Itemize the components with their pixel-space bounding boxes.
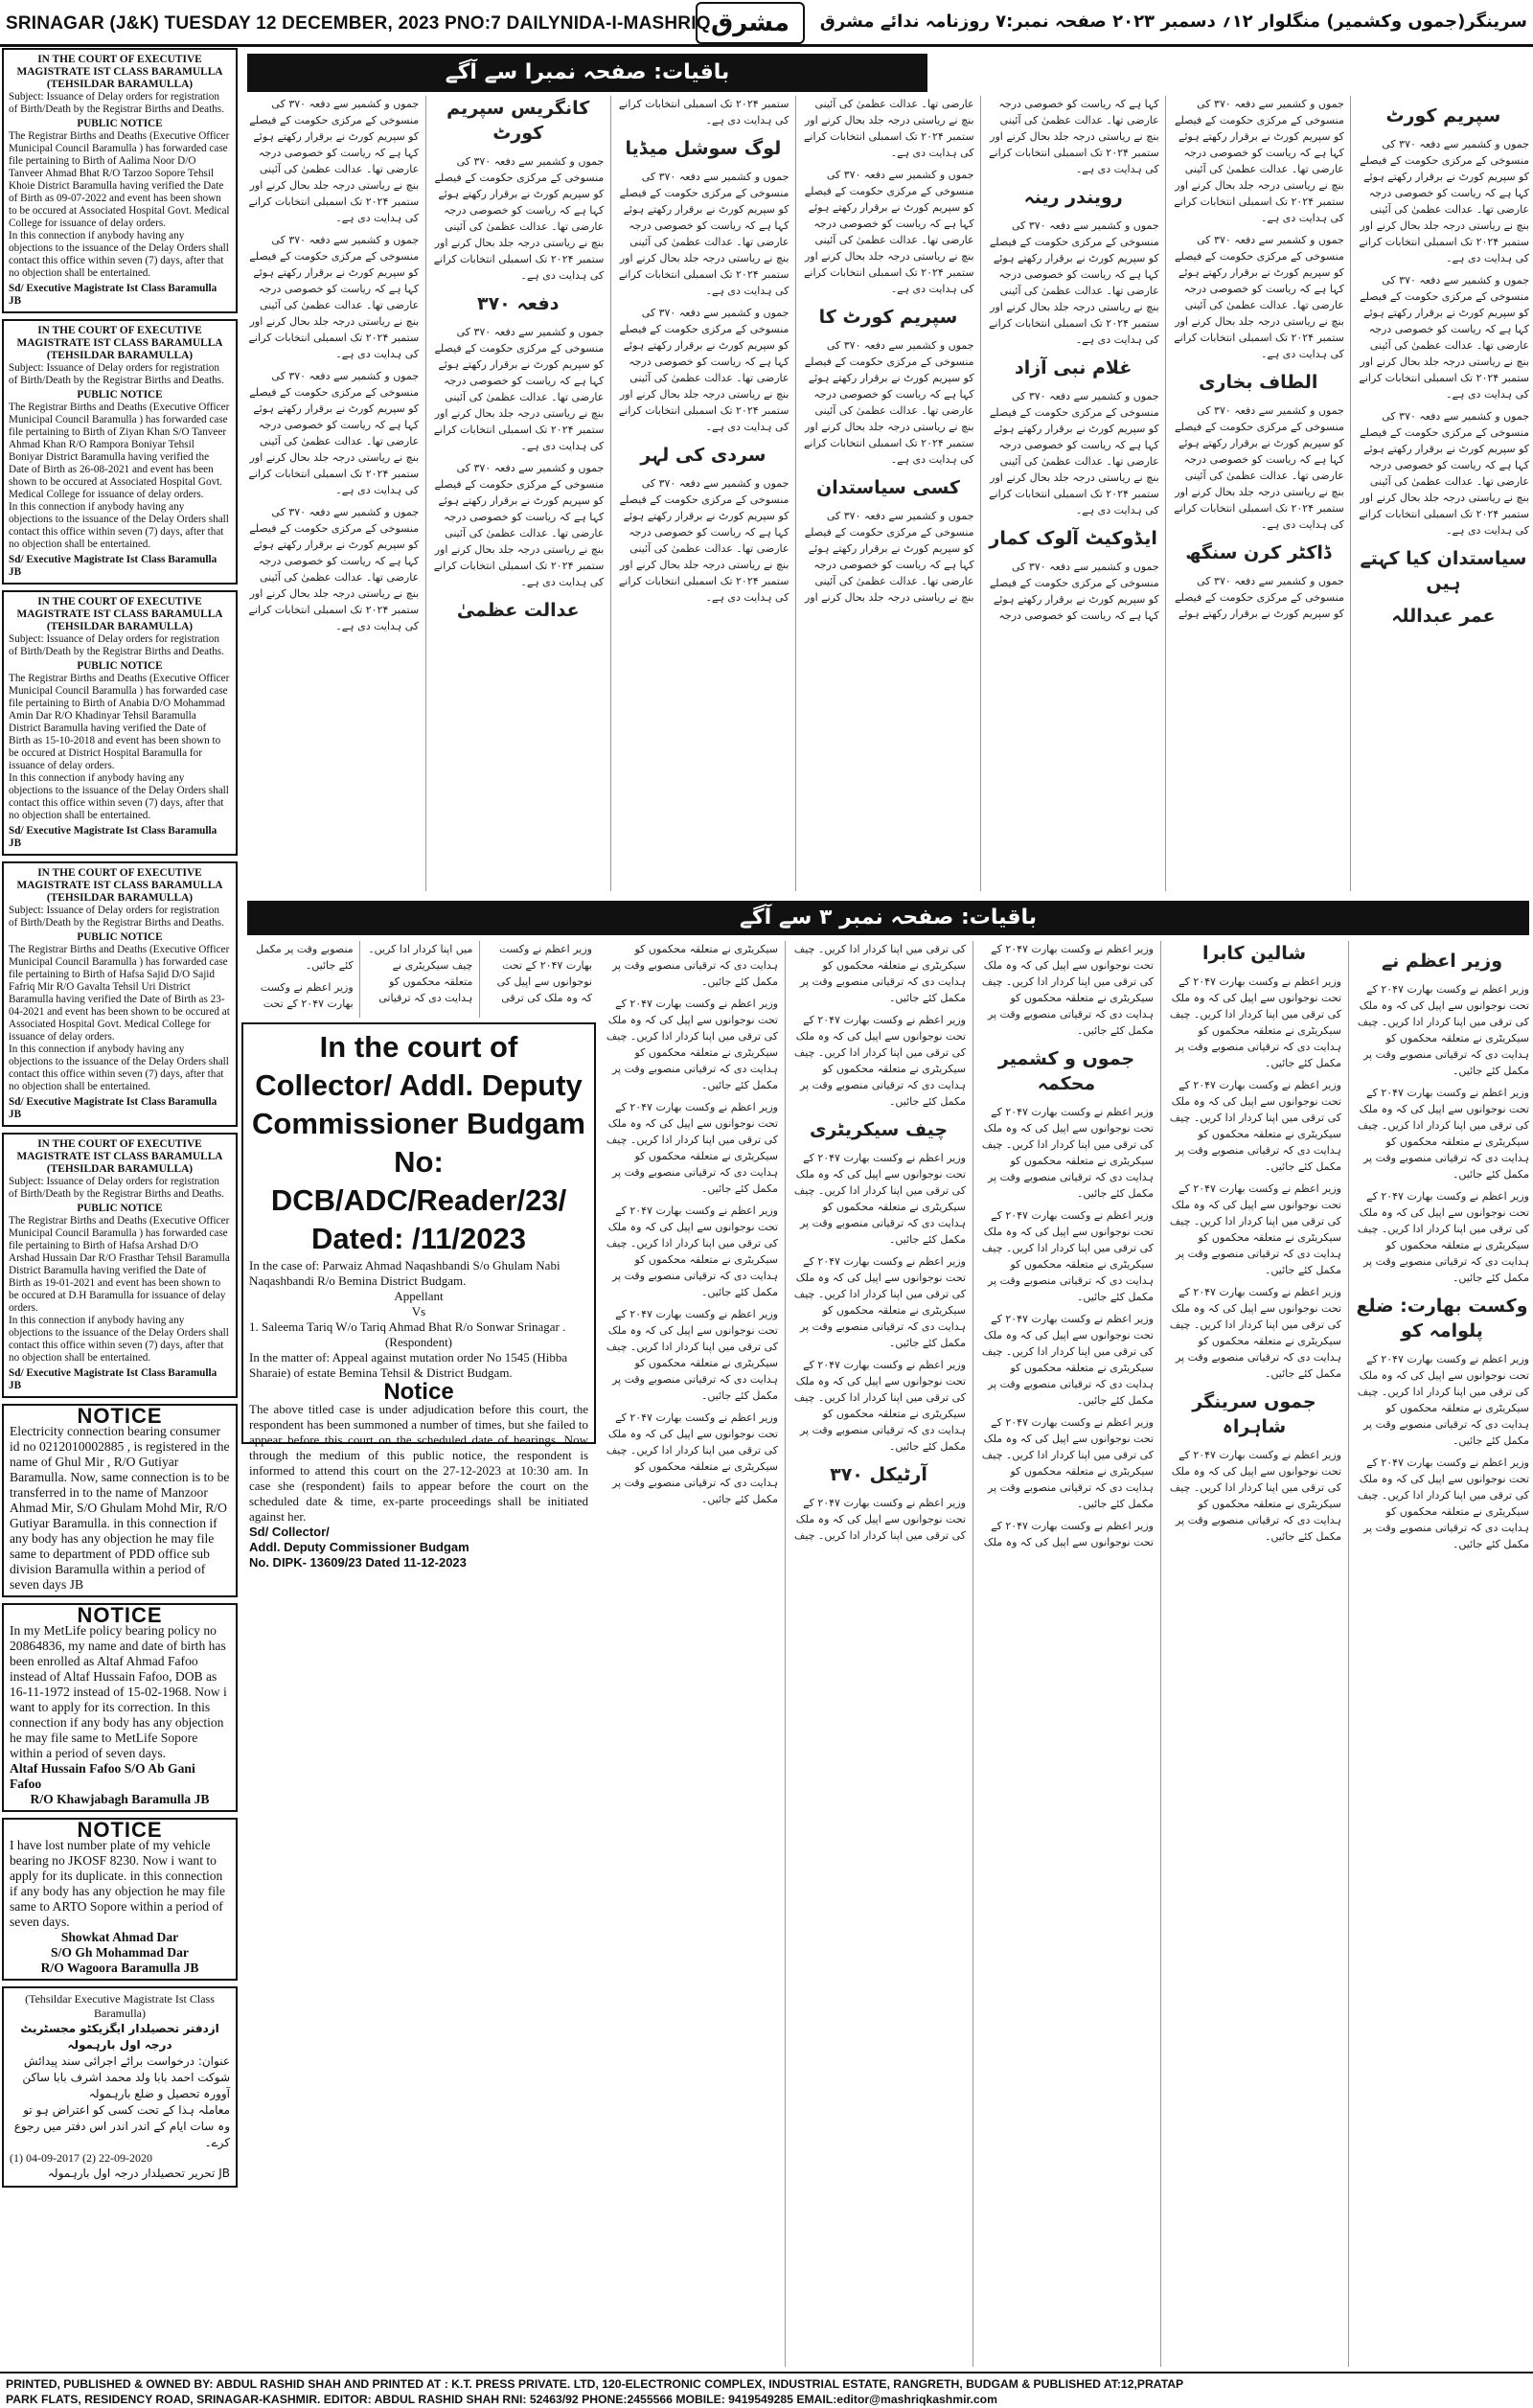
notice-signature-parent: S/O Gh Mohammad Dar (51, 1945, 189, 1960)
court-dipk-number: No. DIPK- 13609/23 Dated 11-12-2023 (249, 1555, 467, 1570)
news-paragraph: وزیر اعظم نے وکست بھارت ۲۰۴۷ کے تحت نوجوانوں سے اپیل کی کہ وہ ملک کی ترقی میں اپنا کردار ادا کریں۔ چیف سیکریٹری نے متعلقہ محکموں کو ہدایت دی کہ ترقیاتی منصوبے وقت پر مکمل کئے جائیں۔ (793, 1255, 966, 1349)
urdu-news-strip (247, 941, 592, 1018)
news-paragraph: جموں و کشمیر سے دفعہ ۳۷۰ کی منسوخی کے مرکزی حکومت کے فیصلے کو سپریم کورٹ نے برقرار رکھتے ہوئے کہا ہے کہ ریاست کو خصوصی درجہ عارضی تھا۔ عدالت عظمیٰ کی آئینی بنچ نے ریاستی درجہ جلد بحال کرنے اور ستمبر ۲۰۲۴ تک اسمبلی انتخابات کرانے کی ہدایت دی ہے۔ (1174, 404, 1344, 531)
notice-subject: Subject: Issuance of Delay orders for registration of Birth/Death by the Registrar Births and Deaths. (9, 362, 224, 386)
notice-subject: Subject: Issuance of Delay orders for registration of Birth/Death by the Registrar Births and Deaths. (9, 91, 224, 115)
notice-body: In my MetLife policy bearing policy no 20864836, my name and date of birth has been enrolled as Altaf Ahmad Fafoo instead of Altaf Hussain Fafoo, DOB as 16-11-1972 instead of 15-02-1968. Now i want to apply for its correction. In this connection if any body has any objection he may file same to MetLife Sopore within a period of seven days. (10, 1623, 227, 1760)
notice-signature-address: R/O Wagoora Baramulla JB (40, 1961, 199, 1975)
news-headline: سیاستدان کیا کہتے ہیں (1360, 548, 1527, 594)
news-paragraph: جموں و کشمیر سے دفعہ ۳۷۰ کی منسوخی کے مرکزی حکومت کے فیصلے کو سپریم کورٹ نے برقرار رکھتے ہوئے کہا ہے کہ ریاست کو خصوصی درجہ عارضی تھا۔ عدالت عظمیٰ کی آئینی بنچ نے ریاستی درجہ جلد بحال کرنے اور ستمبر ۲۰۲۴ تک اسمبلی انتخابات کرانے کی ہدایت دی ہے۔ (1174, 234, 1344, 360)
news-paragraph: وزیر اعظم نے وکست بھارت ۲۰۴۷ کے تحت نوجوانوں سے اپیل کی کہ وہ ملک کی ترقی میں اپنا کردار ادا کریں۔ چیف سیکریٹری نے متعلقہ محکموں کو ہدایت دی کہ ترقیاتی منصوبے وقت پر مکمل کئے جائیں۔ (1169, 1079, 1341, 1173)
news-paragraph: جموں و کشمیر سے دفعہ ۳۷۰ کی منسوخی کے مرکزی حکومت کے فیصلے کو سپریم کورٹ نے برقرار رکھتے ہوئے کہا ہے کہ ریاست کو خصوصی درجہ عارضی تھا۔ عدالت عظمیٰ کی آئینی بنچ نے ریاستی درجہ جلد بحال کرنے اور ستمبر ۲۰۲۴ تک اسمبلی انتخابات کرانے کی ہدایت دی ہے۔ (433, 462, 605, 588)
news-paragraph: وزیر اعظم نے وکست بھارت ۲۰۴۷ کے تحت نوجوانوں سے اپیل کی کہ وہ ملک کی ترقی میں اپنا کردار ادا کریں۔ چیف سیکریٹری نے متعلقہ محکموں کو ہدایت دی کہ ترقیاتی منصوبے وقت پر مکمل کئے جائیں۔ (793, 1152, 966, 1246)
court-notice-budgam (241, 1022, 596, 1570)
news-headline: سپریم کورٹ (1385, 105, 1501, 126)
news-paragraph: جموں و کشمیر سے دفعہ ۳۷۰ کی منسوخی کے مرکزی حکومت کے فیصلے کو سپریم کورٹ نے برقرار رکھتے ہوئے کہا ہے کہ ریاست کو خصوصی درجہ عارضی تھا۔ عدالت عظمیٰ کی آئینی بنچ نے ریاستی درجہ جلد بحال کرنے اور ستمبر ۲۰۲۴ تک اسمبلی انتخابات کرانے کی ہدایت دی ہے۔ (618, 307, 789, 433)
notice-signature: Sd/ Executive Magistrate Ist Class Baramulla JB (9, 283, 217, 307)
court-case-parties: In the case of: Parwaiz Ahmad Naqashbandi S/o Ghulam Nabi Naqashbandi R/o Bemina District Budgam. (249, 1258, 561, 1288)
news-paragraph: وزیر اعظم نے وکست بھارت ۲۰۴۷ کے تحت نوجوانوں سے اپیل کی کہ وہ ملک کی ترقی میں اپنا کردار ادا کریں۔ چیف سیکریٹری نے متعلقہ محکموں کو ہدایت دی کہ ترقیاتی منصوبے وقت پر مکمل کئے جائیں۔ (981, 1313, 1154, 1407)
notice-signature-name: Showkat Ahmad Dar (60, 1930, 179, 1944)
news-headline: چیف سیکریٹری (809, 1119, 949, 1140)
news-paragraph: وزیر اعظم نے وکست بھارت ۲۰۴۷ کے تحت نوجوانوں سے اپیل کی کہ وہ ملک کی ترقی میں اپنا کردار ادا کریں۔ چیف سیکریٹری نے متعلقہ محکموں کو ہدایت دی کہ ترقیاتی منصوبے وقت پر مکمل کئے جائیں۔ (256, 943, 592, 1004)
notice-body: The Registrar Births and Deaths (Executive Officer Municipal Council Baramulla ) has forwarded case file pertaining to Birth of Anabia D/O Mohammad Amin Dar R/O Khadinyar Tehsil Baramulla District Baramulla having verified the Date of Birth as 15-10-2018 and event has been shown to be occured at District Hospital Baramulla for issuance of delay orders. (9, 673, 230, 771)
news-headline: دفعہ ۳۷۰ (476, 293, 560, 314)
news-headline: کسی سیاستدان (816, 477, 960, 498)
notice-urdu-subject: عنوان: درخواست برائے اجرائی سند پیدائش شوکت احمد بابا ولد محمد اشرف بابا ساکن آوورہ تحصیل و ضلع بارہمولہ (22, 2054, 230, 2100)
notice-body: The Registrar Births and Deaths (Executive Officer Municipal Council Baramulla ) has forwarded case file pertaining to Birth of Hafsa Arshad D/O Arshad Hussain Dar R/O Frasthar Tehsil Baramulla District Baramulla having verified the Date of Birth as 19-01-2021 and event has been shown to be occured at D.H Baramulla for issuance of delay orders. (9, 1215, 230, 1314)
public-notice-label: PUBLIC NOTICE (77, 389, 163, 401)
public-notice-label: PUBLIC NOTICE (77, 660, 163, 672)
court-signature-2: Addl. Deputy Commissioner Budgam (249, 1540, 469, 1554)
news-paragraph: جموں و کشمیر سے دفعہ ۳۷۰ کی منسوخی کے مرکزی حکومت کے فیصلے کو سپریم کورٹ نے برقرار رکھتے ہوئے کہا ہے کہ ریاست کو خصوصی درجہ عارضی تھا۔ عدالت عظمیٰ کی آئینی بنچ نے ریاستی درجہ جلد بحال کرنے اور ستمبر ۲۰۲۴ تک اسمبلی انتخابات کرانے کی ہدایت دی ہے۔ (803, 169, 974, 295)
news-headline: لوگ سوشل میڈیا (625, 138, 782, 159)
court-title-line-2: Collector/ Addl. Deputy (255, 1068, 583, 1102)
news-paragraph: جموں و کشمیر سے دفعہ ۳۷۰ کی منسوخی کے مرکزی حکومت کے فیصلے کو سپریم کورٹ نے برقرار رکھتے ہوئے کہا ہے کہ ریاست کو خصوصی درجہ عارضی تھا۔ عدالت عظمیٰ کی آئینی بنچ نے ریاستی درجہ جلد بحال کرنے اور ستمبر ۲۰۲۴ تک اسمبلی انتخابات کرانے کی ہدایت دی ہے۔ (248, 370, 420, 496)
masthead-dateline: SRINAGAR (J&K) TUESDAY 12 DECEMBER, 2023 PNO:7 DAILYNIDA-I-MASHRIQ (6, 13, 711, 34)
court-title-line-3: Commissioner Budgam (252, 1107, 585, 1140)
notice-heading: IN THE COURT OF EXECUTIVE MAGISTRATE IST CLASS BARAMULLA (TEHSILDAR BARAMULLA) (16, 325, 223, 361)
court-reference-number: No: DCB/ADC/Reader/23/ (270, 1145, 567, 1217)
news-paragraph: وزیر اعظم نے وکست بھارت ۲۰۴۷ کے تحت نوجوانوں سے اپیل کی کہ وہ ملک کی ترقی میں اپنا کردار ادا کریں۔ چیف سیکریٹری نے متعلقہ محکموں کو ہدایت دی کہ ترقیاتی منصوبے وقت پر مکمل کئے جائیں۔ (1169, 1449, 1341, 1543)
notice-signature: Sd/ Executive Magistrate Ist Class Baramulla JB (9, 1096, 217, 1120)
tehsildar-notice-1 (2, 48, 238, 313)
news-paragraph: وزیر اعظم نے وکست بھارت ۲۰۴۷ کے تحت (260, 981, 354, 1010)
newspaper-logo: مشرق (696, 2, 805, 44)
notice-body: Electricity connection bearing consumer id no 0212010002885 , is registered in the name of Ghul Mir , R/O Gutiyar Baramulla. Now, same connection is to be transferred in to the name of Manzoor Ahmad Mir, S/O Ghulam Mohd Mir, R/O Gutiyar Baramulla. in this connection if any body has any objection he may file same to department of PDD office sub division Baramulla within a period of seven days JB (10, 1424, 230, 1592)
notice-body: The Registrar Births and Deaths (Executive Officer Municipal Council Baramulla ) has forwarded case file pertaining to Birth of Hafsa Sajid D/O Sajid Fafriq Mir R/O Gavalta Tehsil Uri District Baramulla having verified the Date of Birth as 23-04-2021 and event has been shown to be occured at Associated Hospital Govt. Medical College for issuance of delay orders. (9, 944, 230, 1043)
court-matter: In the matter of: Appeal against mutation order No 1545 (Hibba Sharaie) of estate Bemina Tehsil & District Budgam. (249, 1350, 568, 1380)
notice-objection: In this connection if anybody having any objections to the issuance of the Delay Orders shall contact this office within seven (7) days, after that no objection shall be entertained. (9, 1315, 229, 1364)
news-paragraph: وزیر اعظم نے وکست بھارت ۲۰۴۷ کے تحت نوجوانوں سے اپیل کی کہ وہ ملک کی ترقی میں اپنا کردار ادا کریں۔ چیف سیکریٹری نے متعلقہ محکموں کو ہدایت دی کہ ترقیاتی منصوبے وقت پر مکمل کئے جائیں۔ (1357, 1353, 1529, 1447)
notice-heading: IN THE COURT OF EXECUTIVE MAGISTRATE IST CLASS BARAMULLA (TEHSILDAR BARAMULLA) (16, 1138, 223, 1175)
continued-banner-mid: باقیات: صفحہ نمبر ۳ سے آگے (247, 901, 1529, 935)
news-paragraph: وزیر اعظم نے وکست بھارت ۲۰۴۷ کے تحت نوجوانوں سے اپیل کی کہ وہ ملک کی ترقی میں اپنا کردار ادا کریں۔ چیف سیکریٹری نے متعلقہ محکموں کو ہدایت دی کہ ترقیاتی منصوبے وقت پر مکمل کئے جائیں۔ (793, 1014, 966, 1108)
notice-subject: Subject: Issuance of Delay orders for registration of Birth/Death by the Registrar Births and Deaths. (9, 905, 224, 929)
notice-signature: Sd/ Executive Magistrate Ist Class Baramulla JB (9, 825, 217, 849)
news-paragraph: جموں و کشمیر سے دفعہ ۳۷۰ کی منسوخی کے مرکزی حکومت کے فیصلے کو سپریم کورٹ نے برقرار رکھتے ہوئے کہا ہے کہ ریاست کو خصوصی درجہ عارضی تھا۔ عدالت عظمیٰ کی آئینی بنچ نے ریاستی درجہ جلد بحال کرنے اور ستمبر ۲۰۲۴ تک اسمبلی انتخابات کرانے کی ہدایت دی ہے۔ (618, 98, 974, 604)
notice-objection: In this connection if anybody having any objections to the issuance of the Delay Orders shall contact this office within seven (7) days, after that no objection shall be entertained. (9, 772, 229, 821)
masthead-urdu-dateline: سرینگر(جموں وکشمیر) منگلوار ۱۲؍ دسمبر ۲۰۲۳ صفحہ نمبر:۷ روزنامہ ندائے مشرق (819, 11, 1527, 32)
news-headline: کانگریس سپریم کورٹ (446, 98, 590, 144)
urdu-tehsildar-notice (2, 1986, 238, 2188)
court-appellant-label: Appellant (394, 1289, 444, 1303)
urdu-news-top (247, 96, 1529, 891)
notice-heading: IN THE COURT OF EXECUTIVE MAGISTRATE IST CLASS BARAMULLA (TEHSILDAR BARAMULLA) (16, 54, 223, 90)
news-paragraph: وزیر اعظم نے وکست بھارت ۲۰۴۷ کے تحت نوجوانوں سے اپیل کی کہ وہ ملک کی ترقی میں اپنا کردار ادا کریں۔ چیف سیکریٹری نے متعلقہ محکموں کو ہدایت دی کہ ترقیاتی منصوبے وقت پر مکمل کئے جائیں۔ (1169, 1182, 1341, 1276)
news-paragraph: جموں و کشمیر سے دفعہ ۳۷۰ کی منسوخی کے مرکزی حکومت کے فیصلے کو سپریم کورٹ نے برقرار رکھتے ہوئے کہا ہے کہ ریاست کو خصوصی درجہ عارضی تھا۔ عدالت عظمیٰ کی آئینی بنچ نے ریاستی درجہ جلد بحال کرنے اور ستمبر ۲۰۲۴ تک اسمبلی انتخابات کرانے کی ہدایت دی ہے۔ (989, 219, 1159, 346)
news-paragraph: جموں و کشمیر سے دفعہ ۳۷۰ کی منسوخی کے مرکزی حکومت کے فیصلے کو سپریم کورٹ نے برقرار رکھتے ہوئے کہا ہے کہ ریاست کو خصوصی درجہ عارضی تھا۔ عدالت عظمیٰ کی آئینی بنچ نے ریاستی درجہ جلد بحال کرنے اور ستمبر ۲۰۲۴ تک اسمبلی انتخابات کرانے کی ہدایت دی ہے۔ (248, 506, 420, 632)
news-paragraph: وزیر اعظم نے وکست بھارت ۲۰۴۷ کے تحت نوجوانوں سے اپیل کی کہ وہ ملک کی ترقی میں اپنا کردار ادا کریں۔ چیف سیکریٹری نے متعلقہ محکموں کو ہدایت دی کہ ترقیاتی منصوبے وقت پر مکمل کئے جائیں۔ (606, 1411, 778, 1505)
court-dated: Dated: /11/2023 (310, 1222, 527, 1255)
news-paragraph: جموں و کشمیر سے دفعہ ۳۷۰ کی منسوخی کے مرکزی حکومت کے فیصلے کو سپریم کورٹ نے برقرار رکھتے ہوئے کہا ہے کہ ریاست کو خصوصی درجہ عارضی تھا۔ عدالت عظمیٰ کی آئینی بنچ نے ریاستی درجہ جلد بحال کرنے اور ستمبر ۲۰۲۴ تک اسمبلی انتخابات کرانے کی ہدایت دی ہے۔ (433, 155, 605, 282)
news-headline: جموں و کشمیر محکمہ (997, 1048, 1135, 1094)
notice-body: The Registrar Births and Deaths (Executive Officer Municipal Council Baramulla ) has forwarded case file pertaining to Birth of Aalima Noor D/O Tanveer Ahmad Bhat R/O Tarzoo Sopore Tehsil Khoie District Baramulla having verified the Date of Birth as 09-07-2022 and event has been shown to be occured at Associated Hospital Govt. Medical College for issuance of delay orders. (9, 130, 230, 229)
metlife-notice (2, 1603, 238, 1812)
news-paragraph: وزیر اعظم نے وکست بھارت ۲۰۴۷ کے تحت نوجوانوں سے اپیل کی کہ وہ ملک کی ترقی میں اپنا کردار ادا کریں۔ چیف سیکریٹری نے متعلقہ محکموں کو ہدایت دی کہ ترقیاتی منصوبے وقت پر مکمل کئے جائیں۔ (981, 1106, 1154, 1200)
news-headline: عمر عبداللہ (1391, 606, 1496, 627)
tehsildar-notice-3 (2, 590, 238, 856)
notice-signature-address: R/O Khawjabagh Baramulla JB (30, 1792, 210, 1806)
notice-signature: Sd/ Executive Magistrate Ist Class Baramulla JB (9, 1367, 217, 1391)
notice-objection: In this connection if anybody having any objections to the issuance of the Delay Orders shall contact this office within seven (7) days, after that no objection shall be entertained. (9, 230, 229, 279)
imprint-line-1: PRINTED, PUBLISHED & OWNED BY: ABDUL RASHID SHAH AND PRINTED AT : K.T. PRESS PRIVATE. LTD, 120-ELECTRONIC COMPLEX, INDUSTRIAL ESTATE, RANGRETH, BUDGAM & PUBLISHED AT:12,PRATAP (6, 2377, 1184, 2391)
news-paragraph: وزیر اعظم نے وکست بھارت ۲۰۴۷ کے تحت نوجوانوں سے اپیل کی کہ وہ ملک کی ترقی میں اپنا کردار ادا کریں۔ چیف سیکریٹری نے متعلقہ محکموں کو ہدایت دی کہ ترقیاتی منصوبے وقت پر مکمل کئے جائیں۔ (611, 943, 966, 1542)
notice-title: NOTICE (77, 1404, 163, 1428)
imprint-footer (0, 2372, 1533, 2408)
notice-subject: Subject: Issuance of Delay orders for registration of Birth/Death by the Registrar Births and Deaths. (9, 1176, 224, 1200)
news-paragraph: وزیر اعظم نے وکست بھارت ۲۰۴۷ کے تحت نوجوانوں سے اپیل کی کہ وہ ملک کی ترقی میں اپنا کردار ادا کریں۔ چیف سیکریٹری نے متعلقہ محکموں کو ہدایت دی کہ ترقیاتی منصوبے وقت پر مکمل کئے جائیں۔ (606, 998, 778, 1091)
court-respondent-label: (Respondent) (384, 1335, 453, 1349)
electricity-notice (2, 1404, 238, 1597)
news-paragraph: وزیر اعظم نے وکست بھارت ۲۰۴۷ کے تحت نوجوانوں سے اپیل کی کہ وہ ملک کی ترقی میں اپنا کردار ادا کریں۔ چیف سیکریٹری نے متعلقہ محکموں کو ہدایت دی کہ ترقیاتی منصوبے وقت پر مکمل کئے جائیں۔ (1169, 1286, 1341, 1380)
news-paragraph: جموں و کشمیر سے دفعہ ۳۷۰ کی منسوخی کے مرکزی حکومت کے فیصلے کو سپریم کورٹ نے برقرار رکھتے ہوئے کہا ہے کہ ریاست کو خصوصی درجہ عارضی تھا۔ عدالت عظمیٰ کی آئینی بنچ نے ریاستی درجہ جلد بحال کرنے اور ستمبر ۲۰۲۴ تک اسمبلی انتخابات کرانے کی ہدایت دی ہے۔ (803, 98, 1159, 622)
news-paragraph: وزیر اعظم نے وکست بھارت ۲۰۴۷ کے تحت نوجوانوں سے اپیل کی کہ وہ ملک کی ترقی میں اپنا کردار ادا کریں۔ چیف سیکریٹری نے متعلقہ محکموں کو ہدایت دی کہ ترقیاتی منصوبے وقت پر مکمل کئے جائیں۔ (1357, 1087, 1529, 1181)
news-paragraph: جموں و کشمیر سے دفعہ ۳۷۰ کی منسوخی کے مرکزی حکومت کے فیصلے کو سپریم کورٹ نے برقرار رکھتے ہوئے کہا ہے کہ ریاست کو خصوصی درجہ عارضی تھا۔ عدالت عظمیٰ کی آئینی بنچ نے ریاستی درجہ جلد بحال کرنے اور ستمبر ۲۰۲۴ تک اسمبلی انتخابات کرانے کی ہدایت دی ہے۔ (433, 326, 605, 452)
news-paragraph: وزیر اعظم نے وکست بھارت ۲۰۴۷ کے تحت نوجوانوں سے اپیل کی کہ وہ ملک کی ترقی میں اپنا کردار ادا کریں۔ چیف سیکریٹری نے متعلقہ محکموں کو ہدایت دی کہ ترقیاتی منصوبے وقت پر مکمل کئے جائیں۔ (793, 1359, 966, 1453)
court-notice-title: Notice (383, 1379, 454, 1405)
public-notice-label: PUBLIC NOTICE (77, 931, 163, 943)
news-paragraph: جموں و کشمیر سے دفعہ ۳۷۰ کی منسوخی کے مرکزی حکومت کے فیصلے کو سپریم کورٹ نے برقرار رکھتے ہوئے کہا ہے کہ ریاست کو خصوصی درجہ عارضی تھا۔ عدالت عظمیٰ کی آئینی بنچ نے ریاستی درجہ جلد بحال کرنے اور ستمبر ۲۰۲۴ تک اسمبلی انتخابات کرانے کی ہدایت دی ہے۔ (989, 390, 1159, 516)
news-headline: ڈاکٹر کرن سنگھ (1185, 542, 1332, 563)
court-notice-body: The above titled case is under adjudication before this court, the respondent has been summoned a number of times, but she failed to appear before this court on the scheduled date of hearings. Now through the medium of this public notice, the respondent is informed to attend this court on the 27-12-2023 at 10:30 am. In case she (respondent) fails to appear before the court on the scheduled date & time, ex-parte proceedings shall be initiated against her. (249, 1402, 588, 1524)
news-headline: وکست بھارت: ضلع پلوامہ کو (1356, 1296, 1528, 1342)
notice-objection: In this connection if anybody having any objections to the issuance of the Delay Orders shall contact this office within seven (7) days, after that no objection shall be entertained. (9, 1043, 229, 1092)
news-paragraph: وزیر اعظم نے وکست بھارت ۲۰۴۷ کے تحت نوجوانوں سے اپیل کی کہ وہ ملک کی ترقی میں اپنا کردار ادا کریں۔ چیف سیکریٹری نے متعلقہ محکموں کو ہدایت دی کہ ترقیاتی منصوبے وقت پر مکمل کئے جائیں۔ (981, 1416, 1154, 1510)
court-vs-label: Vs (411, 1304, 426, 1319)
left-notices-column (0, 46, 240, 2190)
news-paragraph: وزیر اعظم نے وکست بھارت ۲۰۴۷ کے تحت نوجوانوں سے اپیل کی کہ وہ ملک کی ترقی میں اپنا کردار ادا کریں۔ چیف سیکریٹری نے متعلقہ محکموں کو ہدایت دی کہ ترقیاتی منصوبے وقت پر مکمل کئے جائیں۔ (793, 943, 1154, 1548)
news-paragraph: وزیر اعظم نے وکست بھارت ۲۰۴۷ کے تحت نوجوانوں سے اپیل کی کہ وہ ملک کی ترقی میں اپنا کردار ادا کریں۔ چیف سیکریٹری نے متعلقہ محکموں کو ہدایت دی کہ ترقیاتی منصوبے وقت پر مکمل کئے جائیں۔ (981, 943, 1154, 1037)
news-paragraph: وزیر اعظم نے وکست بھارت ۲۰۴۷ کے تحت نوجوانوں سے اپیل کی کہ وہ ملک کی ترقی میں اپنا کردار ادا کریں۔ چیف سیکریٹری نے متعلقہ محکموں کو ہدایت دی کہ ترقیاتی منصوبے وقت پر مکمل کئے جائیں۔ (606, 1308, 778, 1402)
continued-banner-top: باقیات: صفحہ نمبرا سے آگے (247, 54, 927, 92)
news-headline: شالین کابرا (1201, 943, 1307, 964)
notice-heading: IN THE COURT OF EXECUTIVE MAGISTRATE IST CLASS BARAMULLA (TEHSILDAR BARAMULLA) (16, 867, 223, 904)
news-paragraph: وزیر اعظم نے وکست بھارت ۲۰۴۷ کے تحت نوجوانوں سے اپیل کی کہ وہ ملک کی ترقی میں اپنا کردار ادا کریں۔ چیف سیکریٹری نے متعلقہ محکموں کو ہدایت دی کہ ترقیاتی منصوبے وقت پر مکمل کئے جائیں۔ (1357, 1456, 1529, 1550)
news-headline: آرٹیکل ۳۷۰ (830, 1464, 927, 1485)
news-paragraph: وزیر اعظم نے وکست بھارت ۲۰۴۷ کے تحت نوجوانوں سے اپیل کی کہ وہ ملک کی ترقی میں اپنا کردار ادا کریں۔ چیف سیکریٹری نے متعلقہ محکموں کو ہدایت دی کہ ترقیاتی منصوبے وقت پر مکمل کئے جائیں۔ (1169, 975, 1341, 1069)
court-signature-1: Sd/ Collector/ (249, 1525, 330, 1539)
news-headline: وزیر اعظم نے (1381, 951, 1503, 972)
notice-dates: (1) 04-09-2017 (2) 22-09-2020 (10, 2151, 152, 2165)
news-headline: سپریم کورٹ کا (818, 307, 958, 328)
notice-body: I have lost number plate of my vehicle bearing no JKOSF 8230. Now i want to apply for its duplicate. in this connection if any body has any objection he may file same to ARTO Sopore within a period of seven days. (10, 1838, 225, 1929)
number-plate-notice (2, 1818, 238, 1981)
news-paragraph: وزیر اعظم نے وکست بھارت ۲۰۴۷ کے تحت نوجوانوں سے اپیل کی کہ وہ ملک کی ترقی میں اپنا کردار ادا کریں۔ چیف سیکریٹری نے متعلقہ محکموں کو ہدایت دی کہ ترقیاتی منصوبے وقت پر مکمل کئے جائیں۔ (981, 1209, 1154, 1303)
notice-heading: IN THE COURT OF EXECUTIVE MAGISTRATE IST CLASS BARAMULLA (TEHSILDAR BARAMULLA) (16, 596, 223, 632)
notice-signature-line: Altaf Hussain Fafoo S/O Ab Gani Fafoo (10, 1761, 195, 1791)
tehsildar-notice-4 (2, 861, 238, 1127)
news-paragraph: جموں و کشمیر سے دفعہ ۳۷۰ کی منسوخی کے مرکزی حکومت کے فیصلے کو سپریم کورٹ نے برقرار رکھتے ہوئے کہا ہے کہ ریاست کو خصوصی درجہ عارضی تھا۔ عدالت عظمیٰ کی آئینی بنچ نے ریاستی درجہ جلد بحال کرنے اور ستمبر ۲۰۲۴ تک اسمبلی انتخابات کرانے کی ہدایت دی ہے۔ (1359, 274, 1529, 401)
masthead (0, 0, 1533, 47)
news-headline: الطاف بخاری (1199, 372, 1318, 393)
news-paragraph: وزیر اعظم نے وکست بھارت ۲۰۴۷ کے تحت نوجوانوں سے اپیل کی کہ وہ ملک کی ترقی میں اپنا کردار ادا کریں۔ چیف سیکریٹری نے متعلقہ محکموں کو ہدایت دی کہ ترقیاتی منصوبے وقت پر مکمل کئے جائیں۔ (606, 1204, 778, 1298)
imprint-line-2: PARK FLATS, RESIDENCY ROAD, SRINAGAR-KASHMIR. EDITOR: ABDUL RASHID SHAH RNI: 52463/92 PHONE:2455566 MOBILE: 9419549285 EMAIL:editor@mashriqkashmir.com (6, 2393, 997, 2406)
news-paragraph: جموں و کشمیر سے دفعہ ۳۷۰ کی منسوخی کے مرکزی حکومت کے فیصلے کو سپریم کورٹ نے برقرار رکھتے ہوئے کہا ہے کہ ریاست کو خصوصی درجہ عارضی تھا۔ عدالت عظمیٰ کی آئینی بنچ نے ریاستی درجہ جلد بحال کرنے اور ستمبر ۲۰۲۴ تک اسمبلی انتخابات کرانے کی ہدایت دی ہے۔ (803, 339, 974, 466)
public-notice-label: PUBLIC NOTICE (77, 118, 163, 129)
news-paragraph: وزیر اعظم نے وکست بھارت ۲۰۴۷ کے تحت نوجوانوں سے اپیل کی کہ وہ ملک کی ترقی میں اپنا کردار ادا کریں۔ چیف سیکریٹری نے متعلقہ محکموں کو ہدایت دی کہ ترقیاتی منصوبے وقت پر مکمل کئے جائیں۔ (1357, 983, 1529, 1077)
news-paragraph: جموں و کشمیر سے دفعہ ۳۷۰ کی منسوخی کے مرکزی حکومت کے فیصلے کو سپریم کورٹ نے برقرار رکھتے ہوئے کہا ہے کہ ریاست کو خصوصی درجہ عارضی تھا۔ عدالت عظمیٰ کی آئینی بنچ نے ریاستی درجہ جلد بحال کرنے اور ستمبر ۲۰۲۴ تک اسمبلی انتخابات کرانے کی ہدایت دی ہے۔ (1174, 98, 1344, 224)
tehsildar-notice-2 (2, 319, 238, 585)
public-notice-label: PUBLIC NOTICE (77, 1203, 163, 1214)
news-headline: عدالت عظمیٰ (456, 600, 580, 621)
news-paragraph: جموں و کشمیر سے دفعہ ۳۷۰ کی منسوخی کے مرکزی حکومت کے فیصلے کو سپریم کورٹ نے برقرار رکھتے ہوئے کہا ہے کہ ریاست کو خصوصی درجہ عارضی تھا۔ عدالت عظمیٰ کی آئینی بنچ نے ریاستی درجہ جلد بحال کرنے اور ستمبر ۲۰۲۴ تک اسمبلی انتخابات کرانے کی ہدایت دی ہے۔ (989, 98, 1344, 620)
news-paragraph: جموں و کشمیر سے دفعہ ۳۷۰ کی منسوخی کے مرکزی حکومت کے فیصلے کو سپریم کورٹ نے برقرار رکھتے ہوئے کہا ہے کہ ریاست کو خصوصی درجہ عارضی تھا۔ عدالت عظمیٰ کی آئینی بنچ نے ریاستی درجہ جلد بحال کرنے اور ستمبر ۲۰۲۴ تک اسمبلی انتخابات کرانے کی ہدایت دی ہے۔ (618, 477, 789, 604)
notice-urdu-office: ازدفتر تحصیلدار ایگزیکٹو مجسٹریٹ درجہ اول بارہمولہ (20, 2022, 219, 2052)
news-paragraph: وزیر اعظم نے وکست بھارت ۲۰۴۷ کے تحت نوجوانوں سے اپیل کی کہ وہ ملک کی ترقی میں اپنا کردار ادا کریں۔ چیف سیکریٹری نے متعلقہ محکموں کو ہدایت دی کہ ترقیاتی منصوبے وقت پر مکمل کئے جائیں۔ (606, 1101, 778, 1195)
news-paragraph: جموں و کشمیر سے دفعہ ۳۷۰ کی منسوخی کے مرکزی حکومت کے فیصلے کو سپریم کورٹ نے برقرار رکھتے ہوئے کہا ہے کہ ریاست کو خصوصی درجہ عارضی تھا۔ عدالت عظمیٰ کی آئینی بنچ نے ریاستی درجہ جلد بحال کرنے اور ستمبر ۲۰۲۴ تک اسمبلی انتخابات کرانے کی ہدایت دی ہے۔ (1359, 410, 1529, 537)
news-headline: غلام نبی آزاد (1014, 357, 1133, 378)
notice-signature: Sd/ Executive Magistrate Ist Class Baramulla JB (9, 554, 217, 578)
notice-body: The Registrar Births and Deaths (Executive Officer Municipal Council Baramulla ) has forwarded case file pertaining to Birth of Ziyan Khan S/O Tanveer Ahmad Khan R/O Rampora Boniyar Tehsil Boniyar District Baramulla having verified the Date of Birth as 26-08-2021 and event has been shown to be occured at Associated Hospital Govt. Medical College for issuance of delay orders. (9, 401, 230, 500)
news-paragraph: جموں و کشمیر سے دفعہ ۳۷۰ کی منسوخی کے مرکزی حکومت کے فیصلے کو سپریم کورٹ نے برقرار رکھتے ہوئے کہا ہے کہ ریاست کو خصوصی درجہ عارضی تھا۔ عدالت عظمیٰ کی آئینی بنچ نے ریاستی درجہ جلد بحال کرنے اور ستمبر ۲۰۲۴ تک اسمبلی انتخابات کرانے کی ہدایت دی ہے۔ (248, 98, 420, 224)
tehsildar-notice-5 (2, 1133, 238, 1398)
notice-signature: JB تحریر تحصیلدار درجہ اول بارہمولہ (47, 2167, 230, 2180)
notice-urdu-body: معاملہ ہذا کے تحت کسی کو اعتراض ہو تو وہ سات ایام کے اندر اندر اس دفتر میں رجوع کرے۔ (13, 2103, 230, 2149)
notice-title: NOTICE (77, 1603, 163, 1627)
news-paragraph: جموں و کشمیر سے دفعہ ۳۷۰ کی منسوخی کے مرکزی حکومت کے فیصلے کو سپریم کورٹ نے برقرار رکھتے ہوئے کہا ہے کہ ریاست کو خصوصی درجہ عارضی تھا۔ عدالت عظمیٰ کی آئینی بنچ نے ریاستی درجہ جلد بحال کرنے اور ستمبر ۲۰۲۴ تک اسمبلی انتخابات کرانے کی ہدایت دی ہے۔ (1359, 138, 1529, 264)
court-title-line-1: In the court of (319, 1030, 518, 1064)
news-headline: سردی کی لہر (640, 445, 766, 466)
news-paragraph: جموں و کشمیر سے دفعہ ۳۷۰ کی منسوخی کے مرکزی حکومت کے فیصلے کو سپریم کورٹ نے برقرار رکھتے ہوئے کہا ہے کہ ریاست کو خصوصی درجہ عارضی تھا۔ عدالت عظمیٰ کی آئینی بنچ نے ریاستی درجہ جلد بحال کرنے اور ستمبر ۲۰۲۴ تک اسمبلی انتخابات کرانے کی ہدایت دی ہے۔ (248, 234, 420, 360)
notice-heading: (Tehsildar Executive Magistrate Ist Class Baramulla) (25, 1992, 215, 2020)
court-respondent-name: 1. Saleema Tariq W/o Tariq Ahmad Bhat R/o Sonwar Srinagar . (249, 1319, 566, 1334)
notice-subject: Subject: Issuance of Delay orders for registration of Birth/Death by the Registrar Births and Deaths. (9, 633, 224, 657)
news-paragraph: وزیر اعظم نے وکست بھارت ۲۰۴۷ کے تحت نوجوانوں سے اپیل کی کہ وہ ملک کی ترقی میں اپنا کردار ادا کریں۔ چیف سیکریٹری نے متعلقہ محکموں کو ہدایت دی کہ ترقیاتی منصوبے وقت پر مکمل کئے جائیں۔ (1357, 1190, 1529, 1284)
notice-title: NOTICE (77, 1818, 163, 1842)
news-headline: ایڈوکیٹ آلوک کمار (989, 528, 1157, 549)
urdu-news-bottom (604, 941, 1529, 2367)
news-paragraph: جموں و کشمیر سے دفعہ ۳۷۰ کی منسوخی کے مرکزی حکومت کے فیصلے کو سپریم کورٹ نے برقرار رکھتے ہوئے کہا ہے کہ ریاست کو خصوصی درجہ عارضی تھا۔ عدالت عظمیٰ کی آئینی بنچ نے ریاستی درجہ جلد بحال کرنے اور ستمبر ۲۰۲۴ تک اسمبلی انتخابات کرانے کی ہدایت دی ہے۔ (618, 171, 789, 297)
news-headline: رویندر رینہ (1023, 187, 1123, 208)
news-headline: جموں سرینگر شاہراہ (1192, 1391, 1316, 1437)
notice-objection: In this connection if anybody having any objections to the issuance of the Delay Orders shall contact this office within seven (7) days, after that no objection shall be entertained. (9, 501, 229, 550)
